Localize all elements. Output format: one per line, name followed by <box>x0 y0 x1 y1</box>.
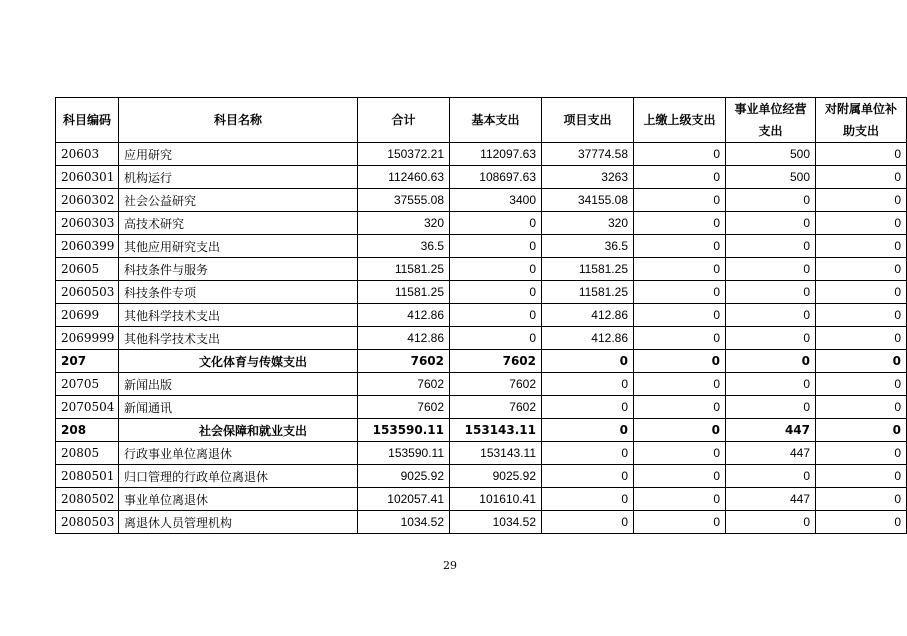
cell-total: 11581.25 <box>358 281 450 304</box>
table-row <box>56 442 907 465</box>
cell-upper: 0 <box>634 373 726 396</box>
cell-total: 36.5 <box>358 235 450 258</box>
table-row <box>56 327 907 350</box>
cell-subsidy: 0 <box>816 373 907 396</box>
cell-subsidy: 0 <box>816 189 907 212</box>
cell-subsidy: 0 <box>816 166 907 189</box>
cell-basic: 101610.41 <box>450 488 542 511</box>
table-row <box>56 350 907 373</box>
cell-name: 文化体育与传媒支出 <box>119 350 358 373</box>
cell-name: 社会公益研究 <box>119 189 358 212</box>
header-upper: 上缴上级支出 <box>634 98 726 143</box>
cell-basic: 7602 <box>450 373 542 396</box>
cell-project: 34155.08 <box>542 189 634 212</box>
cell-business: 0 <box>726 258 816 281</box>
cell-subsidy: 0 <box>816 350 907 373</box>
cell-total: 150372.21 <box>358 143 450 166</box>
cell-basic: 3400 <box>450 189 542 212</box>
cell-project: 0 <box>542 373 634 396</box>
cell-upper: 0 <box>634 212 726 235</box>
cell-basic: 0 <box>450 327 542 350</box>
table-header-row <box>56 98 907 143</box>
cell-total: 7602 <box>358 373 450 396</box>
page-number: 29 <box>443 559 457 572</box>
cell-code: 20605 <box>56 258 119 281</box>
cell-total: 153590.11 <box>358 419 450 442</box>
cell-upper: 0 <box>634 465 726 488</box>
cell-upper: 0 <box>634 419 726 442</box>
cell-business: 0 <box>726 189 816 212</box>
cell-name: 事业单位离退休 <box>119 488 358 511</box>
cell-name: 社会保障和就业支出 <box>119 419 358 442</box>
table-row <box>56 419 907 442</box>
cell-total: 11581.25 <box>358 258 450 281</box>
table-row <box>56 465 907 488</box>
cell-business: 0 <box>726 373 816 396</box>
cell-project: 11581.25 <box>542 258 634 281</box>
cell-name: 机构运行 <box>119 166 358 189</box>
cell-business: 0 <box>726 327 816 350</box>
cell-name: 应用研究 <box>119 143 358 166</box>
cell-project: 412.86 <box>542 327 634 350</box>
cell-basic: 0 <box>450 281 542 304</box>
cell-total: 153590.11 <box>358 442 450 465</box>
cell-name: 其他科学技术支出 <box>119 327 358 350</box>
cell-project: 0 <box>542 488 634 511</box>
cell-upper: 0 <box>634 304 726 327</box>
cell-basic: 153143.11 <box>450 419 542 442</box>
cell-code: 2080502 <box>56 488 119 511</box>
cell-subsidy: 0 <box>816 511 907 534</box>
cell-basic: 0 <box>450 212 542 235</box>
header-code: 科目编码 <box>56 98 119 143</box>
cell-business: 500 <box>726 166 816 189</box>
cell-project: 37774.58 <box>542 143 634 166</box>
cell-basic: 0 <box>450 235 542 258</box>
cell-upper: 0 <box>634 327 726 350</box>
table-row <box>56 189 907 212</box>
table-row <box>56 511 907 534</box>
cell-project: 412.86 <box>542 304 634 327</box>
table-row <box>56 304 907 327</box>
cell-business: 447 <box>726 419 816 442</box>
cell-business: 0 <box>726 304 816 327</box>
cell-name: 行政事业单位离退休 <box>119 442 358 465</box>
table-body <box>56 143 907 534</box>
cell-name: 其他应用研究支出 <box>119 235 358 258</box>
cell-basic: 7602 <box>450 350 542 373</box>
budget-table <box>55 97 907 534</box>
table-row <box>56 212 907 235</box>
cell-code: 208 <box>56 419 119 442</box>
cell-subsidy: 0 <box>816 419 907 442</box>
cell-upper: 0 <box>634 258 726 281</box>
cell-name: 新闻通讯 <box>119 396 358 419</box>
table-row <box>56 143 907 166</box>
cell-name: 科技条件与服务 <box>119 258 358 281</box>
cell-basic: 0 <box>450 304 542 327</box>
cell-basic: 108697.63 <box>450 166 542 189</box>
cell-upper: 0 <box>634 189 726 212</box>
cell-basic: 7602 <box>450 396 542 419</box>
cell-total: 412.86 <box>358 327 450 350</box>
cell-business: 0 <box>726 511 816 534</box>
cell-business: 0 <box>726 235 816 258</box>
cell-total: 37555.08 <box>358 189 450 212</box>
cell-code: 2069999 <box>56 327 119 350</box>
cell-subsidy: 0 <box>816 396 907 419</box>
cell-basic: 153143.11 <box>450 442 542 465</box>
cell-total: 7602 <box>358 350 450 373</box>
cell-code: 2060503 <box>56 281 119 304</box>
cell-project: 0 <box>542 350 634 373</box>
cell-project: 11581.25 <box>542 281 634 304</box>
cell-code: 2080501 <box>56 465 119 488</box>
cell-code: 2080503 <box>56 511 119 534</box>
cell-name: 其他科学技术支出 <box>119 304 358 327</box>
cell-project: 0 <box>542 396 634 419</box>
cell-business: 447 <box>726 488 816 511</box>
cell-upper: 0 <box>634 281 726 304</box>
cell-total: 102057.41 <box>358 488 450 511</box>
cell-name: 高技术研究 <box>119 212 358 235</box>
cell-subsidy: 0 <box>816 258 907 281</box>
cell-total: 7602 <box>358 396 450 419</box>
header-name: 科目名称 <box>119 98 358 143</box>
cell-business: 500 <box>726 143 816 166</box>
cell-code: 2060399 <box>56 235 119 258</box>
cell-code: 20603 <box>56 143 119 166</box>
cell-upper: 0 <box>634 442 726 465</box>
cell-code: 20705 <box>56 373 119 396</box>
cell-total: 1034.52 <box>358 511 450 534</box>
cell-subsidy: 0 <box>816 442 907 465</box>
cell-basic: 1034.52 <box>450 511 542 534</box>
cell-project: 320 <box>542 212 634 235</box>
cell-upper: 0 <box>634 235 726 258</box>
cell-upper: 0 <box>634 166 726 189</box>
cell-subsidy: 0 <box>816 281 907 304</box>
cell-business: 0 <box>726 281 816 304</box>
table-row <box>56 396 907 419</box>
table-row <box>56 235 907 258</box>
cell-name: 科技条件专项 <box>119 281 358 304</box>
header-project: 项目支出 <box>542 98 634 143</box>
cell-code: 2060303 <box>56 212 119 235</box>
table-row <box>56 281 907 304</box>
cell-project: 0 <box>542 465 634 488</box>
cell-total: 9025.92 <box>358 465 450 488</box>
cell-basic: 9025.92 <box>450 465 542 488</box>
cell-business: 0 <box>726 465 816 488</box>
header-total: 合计 <box>358 98 450 143</box>
cell-name: 新闻出版 <box>119 373 358 396</box>
cell-code: 2060301 <box>56 166 119 189</box>
cell-code: 2070504 <box>56 396 119 419</box>
table-row <box>56 488 907 511</box>
cell-subsidy: 0 <box>816 235 907 258</box>
header-subsidy: 对附属单位补助支出 <box>816 98 907 143</box>
cell-subsidy: 0 <box>816 465 907 488</box>
header-business: 事业单位经营支出 <box>726 98 816 143</box>
cell-code: 20699 <box>56 304 119 327</box>
cell-subsidy: 0 <box>816 488 907 511</box>
table-row <box>56 166 907 189</box>
cell-business: 0 <box>726 396 816 419</box>
table-row <box>56 258 907 281</box>
cell-name: 归口管理的行政单位离退休 <box>119 465 358 488</box>
cell-upper: 0 <box>634 396 726 419</box>
cell-total: 112460.63 <box>358 166 450 189</box>
cell-code: 20805 <box>56 442 119 465</box>
cell-business: 447 <box>726 442 816 465</box>
cell-project: 0 <box>542 511 634 534</box>
cell-project: 0 <box>542 442 634 465</box>
cell-name: 离退休人员管理机构 <box>119 511 358 534</box>
table-row <box>56 373 907 396</box>
cell-basic: 112097.63 <box>450 143 542 166</box>
cell-project: 3263 <box>542 166 634 189</box>
header-basic: 基本支出 <box>450 98 542 143</box>
cell-upper: 0 <box>634 143 726 166</box>
cell-project: 36.5 <box>542 235 634 258</box>
cell-subsidy: 0 <box>816 143 907 166</box>
cell-business: 0 <box>726 350 816 373</box>
cell-code: 207 <box>56 350 119 373</box>
cell-upper: 0 <box>634 488 726 511</box>
cell-upper: 0 <box>634 511 726 534</box>
cell-business: 0 <box>726 212 816 235</box>
cell-subsidy: 0 <box>816 327 907 350</box>
cell-total: 320 <box>358 212 450 235</box>
cell-total: 412.86 <box>358 304 450 327</box>
cell-code: 2060302 <box>56 189 119 212</box>
cell-upper: 0 <box>634 350 726 373</box>
cell-subsidy: 0 <box>816 304 907 327</box>
cell-basic: 0 <box>450 258 542 281</box>
cell-project: 0 <box>542 419 634 442</box>
cell-subsidy: 0 <box>816 212 907 235</box>
